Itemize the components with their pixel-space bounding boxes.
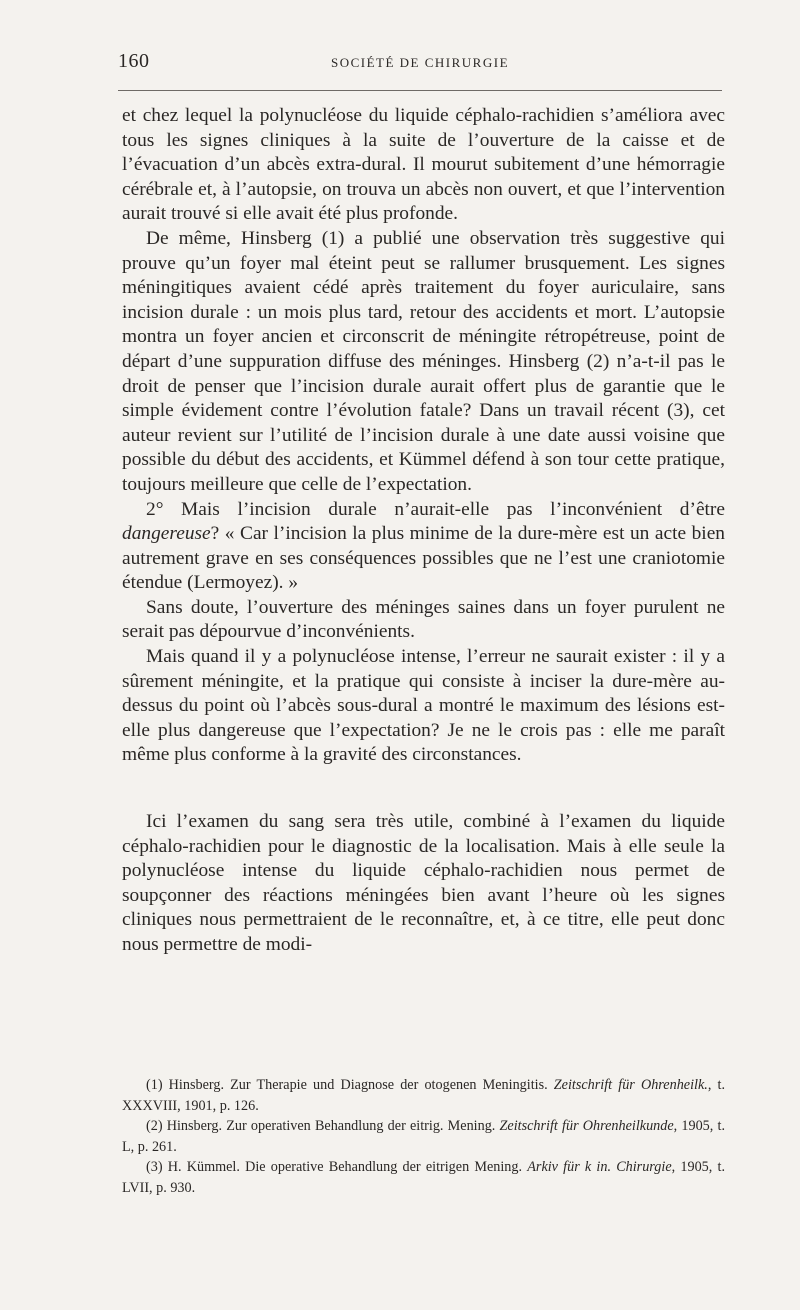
paragraph-2: De même, Hinsberg (1) a publié une observation très suggestive qui prouve qu’un foyer mal éteint peut se rallumer brusquement. Les signes méningitiques avaient cédé après traitement du foyer auriculaire, sans incision durale : un mois plus tard, retour des accidents et mort. L’autopsie montra un foyer ancien et circonscrit de méningite rétropétreuse, point de départ d’une suppuration diffuse des méninges. Hinsberg (2) n’a-t-il pas le droit de penser que l’incision durale aurait offert plus de garantie que le simple évidement contre l’évolution fatale? Dans un travail récent (3), cet auteur revient sur l’utilité de l’incision durale à une date aussi voisine que possible du début des accidents, et Kümmel défend à son tour cette pratique, toujours meilleure que celle de l’expectation. (122, 227, 725, 495)
footnote-3-journal: Arkiv für k in. Chirurgie (527, 1159, 672, 1175)
paragraph-3 (122, 498, 725, 596)
running-head: SOCIÉTÉ DE CHIRURGIE (330, 55, 510, 70)
footnotes (122, 1075, 725, 1198)
footnote-2 (122, 1116, 725, 1157)
footnote-2-start: (2) Hinsberg. Zur operativen Behandlung der eitrig. Mening. (146, 1118, 500, 1134)
footnote-3-start: (3) H. Kümmel. Die operative Behandlung der eitrigen Mening. (146, 1159, 528, 1175)
page-header (118, 50, 722, 78)
footnote-2-journal: Zeitschrift für Ohrenheilkunde (499, 1118, 674, 1134)
paragraph-3-start: 2° Mais l’incision durale n’aurait-elle pas l’inconvénient d’être (146, 498, 725, 520)
paragraph-5: Mais quand il y a polynucléose intense, l’erreur ne saurait exister : il y a sûrement méningite, et la pratique qui consiste à inciser la dure-mère au-dessus du point où l’abcès sous-dural a montré le maximum des lésions est-elle plus dangereuse que l’expectation? Je ne le crois pas : elle me paraît même plus conforme à la gravité des circonstances. (122, 646, 725, 766)
paragraph-6: Ici l’examen du sang sera très utile, combiné à l’examen du liquide céphalo-rachidien pour le diagnostic de la localisation. Mais à elle seule la polynucléose intense du liquide céphalo-rachidien nous permet de soupçonner des réactions méningées bien avant l’heure où les signes cliniques nous permettraient de le reconnaître, et, à ce titre, elle peut donc nous permettre de modi- (122, 811, 725, 955)
paragraph-3-italic: dangereuse (122, 523, 211, 545)
paragraph-3-end: ? « Car l’incision la plus minime de la dure-mère est un acte bien autrement grave en ses conséquences possibles que ne l’est une craniotomie étendue (Lermoyez). » (122, 523, 725, 594)
paragraph-4: Sans doute, l’ouverture des méninges saines dans un foyer purulent ne serait pas dépourvue d’inconvénients. (122, 596, 725, 643)
footnote-1-end: , t. XXXVIII, 1901, p. 126. (122, 1077, 725, 1114)
footnote-3 (122, 1157, 725, 1198)
footnote-3-end: , 1905, t. LVII, p. 930. (122, 1159, 725, 1196)
footnote-1-journal: Zeitschrift für Ohrenheilk. (553, 1077, 708, 1093)
header-rule (118, 90, 722, 91)
paragraph-1: et chez lequel la polynucléose du liquide céphalo-rachidien s’améliora avec tous les signes cliniques à la suite de l’ouverture de la caisse et de l’évacuation d’un abcès extra-dural. Il mourut subitement d’une hémorragie cérébrale et, à l’autopsie, on trouva un abcès non ouvert, et que l’intervention aurait trouvé si elle avait été plus profonde. (122, 105, 725, 225)
page-number: 160 (118, 50, 150, 72)
footnote-1-start: (1) Hinsberg. Zur Therapie und Diagnose der otogenen Meningitis. (146, 1077, 554, 1093)
footnote-2-end: , 1905, t. L, p. 261. (122, 1118, 725, 1155)
body-text (122, 104, 725, 958)
footnote-1 (122, 1075, 725, 1116)
